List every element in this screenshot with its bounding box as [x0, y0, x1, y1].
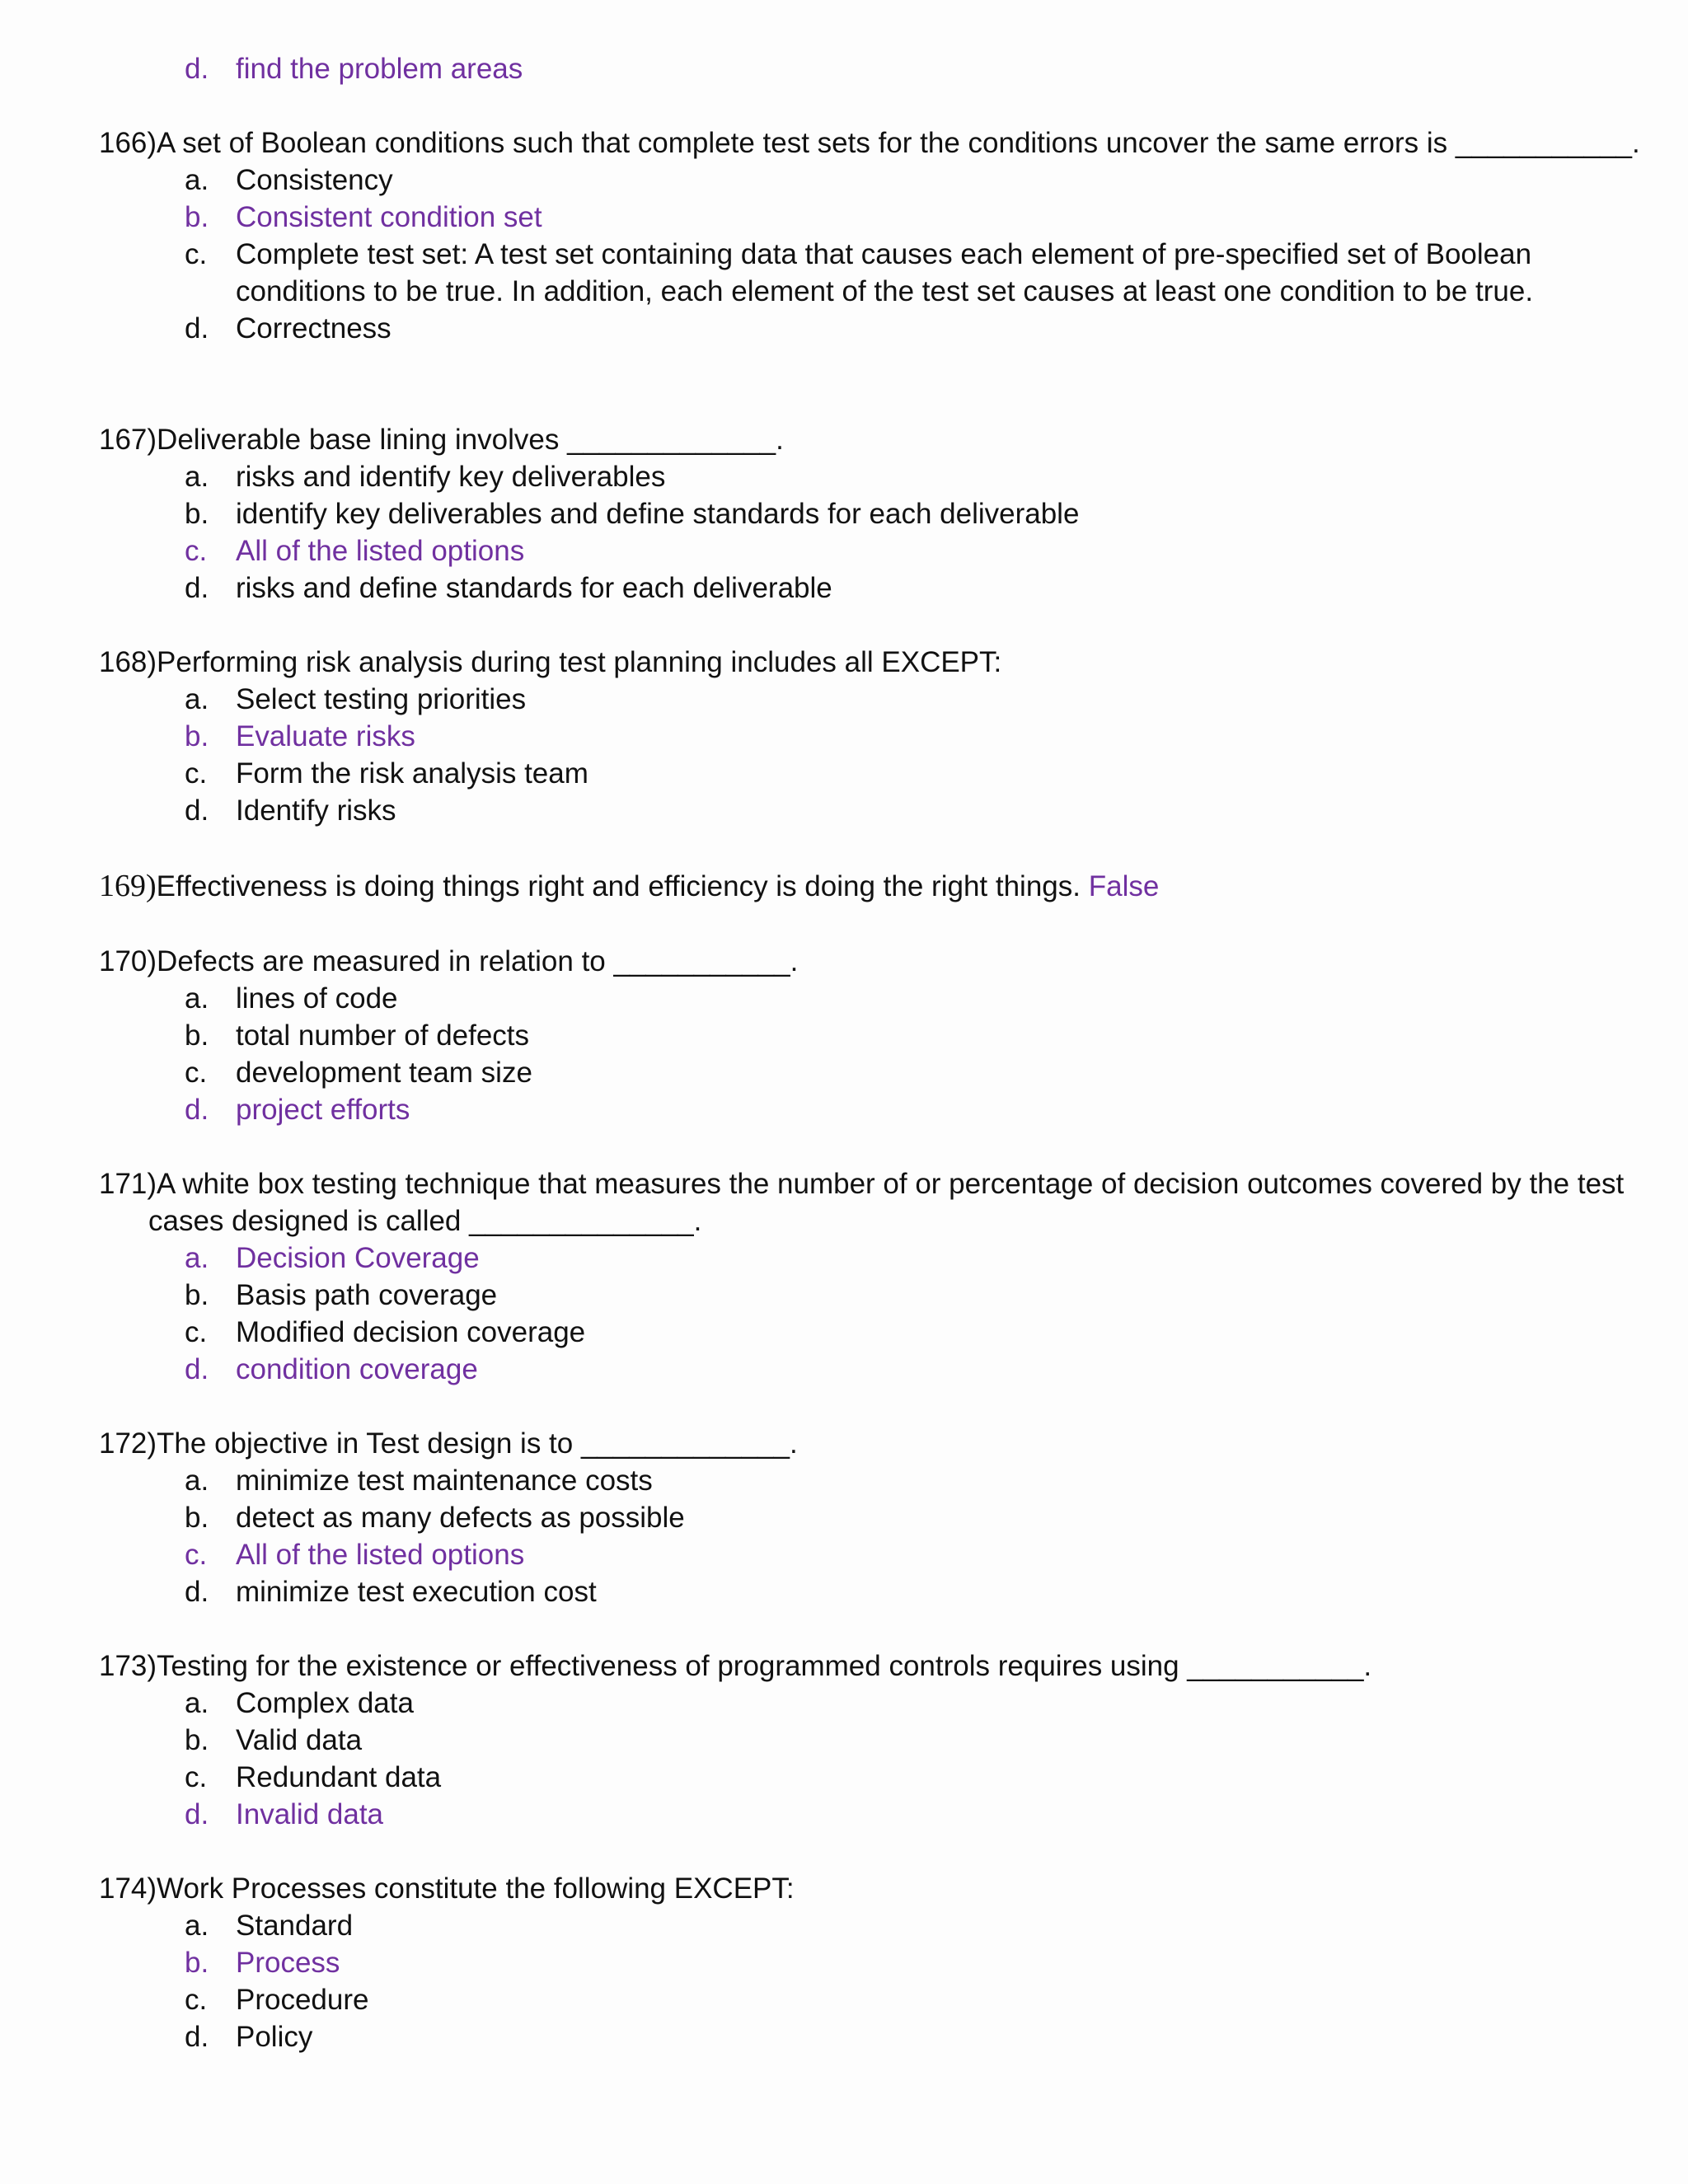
- q173-option-b: [185, 1722, 362, 1759]
- option-text: identify key deliverables and define standards for each deliverable: [236, 498, 1080, 530]
- option-letter: c.: [185, 1539, 208, 1571]
- q171-option-d: [185, 1351, 478, 1388]
- option-letter: b.: [185, 498, 209, 530]
- q167-option-d: [185, 569, 832, 607]
- question-173: 173)Testing for the existence or effectiveness of programmed controls requires using ___________.: [99, 1650, 1372, 1682]
- option-letter: a.: [185, 1910, 209, 1942]
- q172-option-d: [185, 1573, 597, 1610]
- question-174: 174)Work Processes constitute the following EXCEPT:: [99, 1872, 795, 1905]
- option-text: risks and define standards for each deliverable: [236, 572, 832, 604]
- option-letter: d.: [185, 572, 209, 604]
- question-166: 166)A set of Boolean conditions such that complete test sets for the conditions uncover the same errors is ___________.: [99, 127, 1640, 159]
- option-letter: a.: [185, 1465, 209, 1497]
- option-letter: a.: [185, 683, 209, 715]
- option-letter: d.: [185, 794, 209, 827]
- option-letter: d.: [185, 312, 209, 344]
- option-letter: b.: [185, 1724, 209, 1756]
- option-text: Invalid data: [236, 1798, 384, 1830]
- option-text: minimize test maintenance costs: [236, 1465, 653, 1497]
- option-letter: d.: [185, 1094, 209, 1126]
- option-text: Modified decision coverage: [236, 1316, 586, 1348]
- q174-option-c: [185, 1981, 368, 2018]
- option-letter: b.: [185, 1019, 209, 1052]
- question-170: 170)Defects are measured in relation to ___________.: [99, 945, 799, 977]
- option-letter: a.: [185, 1242, 209, 1274]
- option-text: total number of defects: [236, 1019, 530, 1052]
- option-text: Select testing priorities: [236, 683, 527, 715]
- option-letter: c.: [185, 1057, 208, 1089]
- option-text: minimize test execution cost: [236, 1576, 597, 1608]
- option-text: All of the listed options: [236, 1539, 525, 1571]
- q173-option-a: [185, 1685, 414, 1722]
- option-letter: c.: [185, 1984, 208, 2016]
- question-168: 168)Performing risk analysis during test planning includes all EXCEPT:: [99, 646, 1002, 678]
- option-letter: c.: [185, 1761, 208, 1793]
- q166-option-d: [185, 310, 392, 347]
- q167-option-a: [185, 458, 665, 495]
- answer-text: False: [1088, 870, 1160, 902]
- option-letter: c.: [185, 535, 208, 567]
- question-171-line-1: 171)A white box testing technique that measures the number of or percentage of decision outcomes covered by the test: [99, 1168, 1625, 1200]
- option-letter: a.: [185, 982, 209, 1015]
- q174-option-a: [185, 1907, 353, 1944]
- option-letter: d.: [185, 1798, 209, 1830]
- option-letter: a.: [185, 164, 209, 196]
- option-letter: c.: [185, 1316, 208, 1348]
- option-letter: b.: [185, 1947, 209, 1979]
- option-letter: b.: [185, 1502, 209, 1534]
- q170-option-b: [185, 1017, 529, 1054]
- option-letter: d.: [185, 1353, 209, 1385]
- q171-option-c: [185, 1314, 585, 1351]
- option-text: Identify risks: [236, 794, 396, 827]
- question-text: Effectiveness is doing things right and efficiency is doing the right things.: [156, 870, 1081, 902]
- option-text: Procedure: [236, 1984, 369, 2016]
- option-text: development team size: [236, 1057, 532, 1089]
- option-text: All of the listed options: [236, 535, 525, 567]
- q172-option-b: [185, 1499, 685, 1536]
- q168-option-a: [185, 681, 526, 718]
- q174-option-d: [185, 2018, 312, 2055]
- q172-option-c: [185, 1536, 524, 1573]
- q166-option-a: [185, 162, 393, 199]
- option-text: Consistency: [236, 164, 393, 196]
- option-letter: b.: [185, 720, 209, 752]
- option-letter: d.: [185, 53, 209, 85]
- option-text: lines of code: [236, 982, 398, 1015]
- option-text: Basis path coverage: [236, 1279, 498, 1311]
- option-text: Evaluate risks: [236, 720, 415, 752]
- question-171-line-2: cases designed is called ______________.: [148, 1205, 702, 1237]
- option-text: Decision Coverage: [236, 1242, 480, 1274]
- option-letter: b.: [185, 201, 209, 233]
- question-169: [99, 868, 1159, 905]
- q167-option-b: [185, 495, 1079, 532]
- q168-option-b: [185, 718, 415, 755]
- option-text: Redundant data: [236, 1761, 442, 1793]
- q173-option-d: [185, 1796, 383, 1833]
- option-letter: d.: [185, 1576, 209, 1608]
- q170-option-c: [185, 1054, 532, 1091]
- option-text: project efforts: [236, 1094, 410, 1126]
- option-text: Consistent condition set: [236, 201, 542, 233]
- option-text: Form the risk analysis team: [236, 757, 588, 790]
- option-letter: a.: [185, 1687, 209, 1719]
- option-text: Valid data: [236, 1724, 363, 1756]
- option-letter: c.: [185, 238, 208, 270]
- option-text: Correctness: [236, 312, 392, 344]
- option-text: condition coverage: [236, 1353, 478, 1385]
- option-letter: a.: [185, 461, 209, 493]
- option-letter: b.: [185, 1279, 209, 1311]
- q174-option-b: [185, 1944, 340, 1981]
- q168-option-c: [185, 755, 588, 792]
- option-text: risks and identify key deliverables: [236, 461, 666, 493]
- q166-option-c: [185, 236, 1586, 310]
- q171-option-b: [185, 1277, 497, 1314]
- q170-option-a: [185, 980, 398, 1017]
- q166-option-b: [185, 199, 542, 236]
- option-text: Policy: [236, 2021, 313, 2053]
- q168-option-d: [185, 792, 396, 829]
- q170-option-d: [185, 1091, 410, 1128]
- q167-option-c: [185, 532, 524, 569]
- option-text: Complex data: [236, 1687, 414, 1719]
- question-number: 169): [99, 869, 157, 903]
- option-letter: d.: [185, 2021, 209, 2053]
- q172-option-a: [185, 1462, 653, 1499]
- q171-option-a: [185, 1240, 480, 1277]
- question-172: 172)The objective in Test design is to _____________.: [99, 1427, 798, 1460]
- option-text: Process: [236, 1947, 340, 1979]
- question-167: 167)Deliverable base lining involves _____________.: [99, 424, 784, 456]
- q173-option-c: [185, 1759, 441, 1796]
- option-text: detect as many defects as possible: [236, 1502, 685, 1534]
- option-text: Complete test set: A test set containing data that causes each element of pre-specified set of Boolean conditions to be true. In addition, each element of the test set causes at least one condition to be true.: [236, 238, 1534, 307]
- option-text: find the problem areas: [236, 53, 523, 85]
- option-text: Standard: [236, 1910, 354, 1942]
- prev-option-d: [185, 50, 523, 87]
- option-letter: c.: [185, 757, 208, 790]
